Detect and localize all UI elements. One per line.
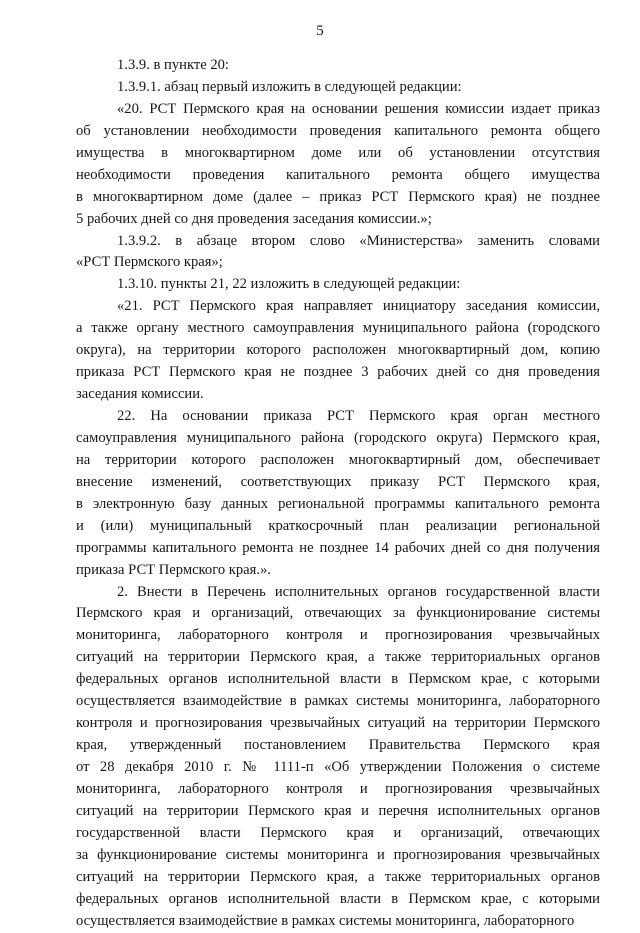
text-line: от 28 декабря 2010 г. № 1111-п «Об утверждении Положения о системе bbox=[76, 759, 600, 775]
paragraph bbox=[76, 77, 600, 99]
text-line: Пермского края и организаций, отвечающих за функционирование системы bbox=[76, 605, 600, 622]
paragraph bbox=[76, 231, 600, 275]
page-number: 5 bbox=[316, 23, 324, 39]
text-line: в электронную базу данных региональной программы капитального ремонта bbox=[76, 495, 600, 512]
text-line: заседания комиссии. bbox=[76, 386, 204, 403]
text-line: ситуаций на территории Пермского края, а также территориальных органов bbox=[76, 868, 600, 885]
text-line: об установлении необходимости проведения капитального ремонта общего bbox=[76, 122, 600, 139]
text-line: края, утвержденный постановлением Правительства Пермского края bbox=[76, 737, 600, 754]
text-line: 22. На основании приказа РСТ Пермского края орган местного bbox=[117, 408, 600, 424]
text-line: ситуаций на территории Пермского края, а также территориальных органов bbox=[76, 649, 600, 666]
text-line: осуществляется взаимодействие в рамках системы мониторинга, лабораторного bbox=[76, 693, 600, 710]
text-line: программы капитального ремонта не позднее 14 рабочих дней со дня получения bbox=[76, 539, 600, 556]
text-line: 1.3.9.2. в абзаце втором слово «Министерства» заменить словами bbox=[117, 232, 600, 249]
text-line: приказа РСТ Пермского края не позднее 3 рабочих дней со дня проведения bbox=[76, 364, 600, 381]
text-line: 5 рабочих дней со дня проведения заседания комиссии.»; bbox=[76, 210, 432, 227]
paragraph bbox=[76, 274, 600, 296]
paragraph bbox=[76, 99, 600, 231]
text-line: мониторинга, лабораторного контроля и прогнозирования чрезвычайных bbox=[76, 627, 600, 644]
text-line: на территории которого расположен многоквартирный дом, обеспечивает bbox=[76, 451, 600, 468]
paragraph bbox=[76, 582, 600, 933]
text-line: внесение изменений, соответствующих приказу РСТ Пермского края, bbox=[76, 473, 600, 490]
paragraph bbox=[76, 296, 600, 406]
document-body bbox=[76, 55, 600, 933]
text-line: округа), на территории которого расположен многоквартирный дом, копию bbox=[76, 342, 600, 359]
text-line: 1.3.9.1. абзац первый изложить в следующей редакции: bbox=[117, 78, 462, 95]
paragraph bbox=[76, 406, 600, 582]
text-line: контроля и прогнозирования чрезвычайных ситуаций на территории Пермского bbox=[76, 715, 600, 732]
text-line: 1.3.9. в пункте 20: bbox=[117, 57, 229, 73]
text-line: ситуаций на территории Пермского края и перечня исполнительных органов bbox=[76, 802, 600, 819]
text-line: «20. РСТ Пермского края на основании решения комиссии издает приказ bbox=[117, 100, 600, 117]
text-line: федеральных органов исполнительной власти в Пермском крае, с которыми bbox=[76, 671, 600, 688]
text-line: мониторинга, лабораторного контроля и прогнозирования чрезвычайных bbox=[76, 780, 600, 797]
text-line: приказа РСТ Пермского края.». bbox=[76, 561, 271, 578]
text-line: и (или) муниципальный краткосрочный план реализации региональной bbox=[76, 517, 600, 534]
text-line: осуществляется взаимодействие в рамках системы мониторинга, лабораторного bbox=[76, 912, 575, 929]
text-line: «21. РСТ Пермского края направляет инициатору заседания комиссии, bbox=[117, 298, 600, 315]
text-line: а также органу местного самоуправления муниципального района (городского bbox=[76, 320, 600, 337]
text-line: федеральных органов исполнительной власти в Пермском крае, с которыми bbox=[76, 890, 600, 907]
text-line: 1.3.10. пункты 21, 22 изложить в следующей редакции: bbox=[117, 276, 461, 293]
text-line: государственной власти Пермского края и организаций, отвечающих bbox=[76, 824, 600, 841]
text-line: «РСТ Пермского края»; bbox=[76, 254, 223, 271]
text-line: в многоквартирном доме (далее – приказ РСТ Пермского края) не позднее bbox=[76, 188, 600, 205]
paragraph bbox=[76, 55, 600, 77]
text-line: имущества в многоквартирном доме или об установлении отсутствия bbox=[76, 144, 600, 161]
text-line: необходимости проведения капитального ремонта общего имущества bbox=[76, 166, 600, 183]
text-line: 2. Внести в Перечень исполнительных органов государственной власти bbox=[117, 583, 600, 600]
text-line: за функционирование системы мониторинга и прогнозирования чрезвычайных bbox=[76, 846, 600, 863]
text-line: самоуправления муниципального района (городского округа) Пермского края, bbox=[76, 429, 600, 446]
